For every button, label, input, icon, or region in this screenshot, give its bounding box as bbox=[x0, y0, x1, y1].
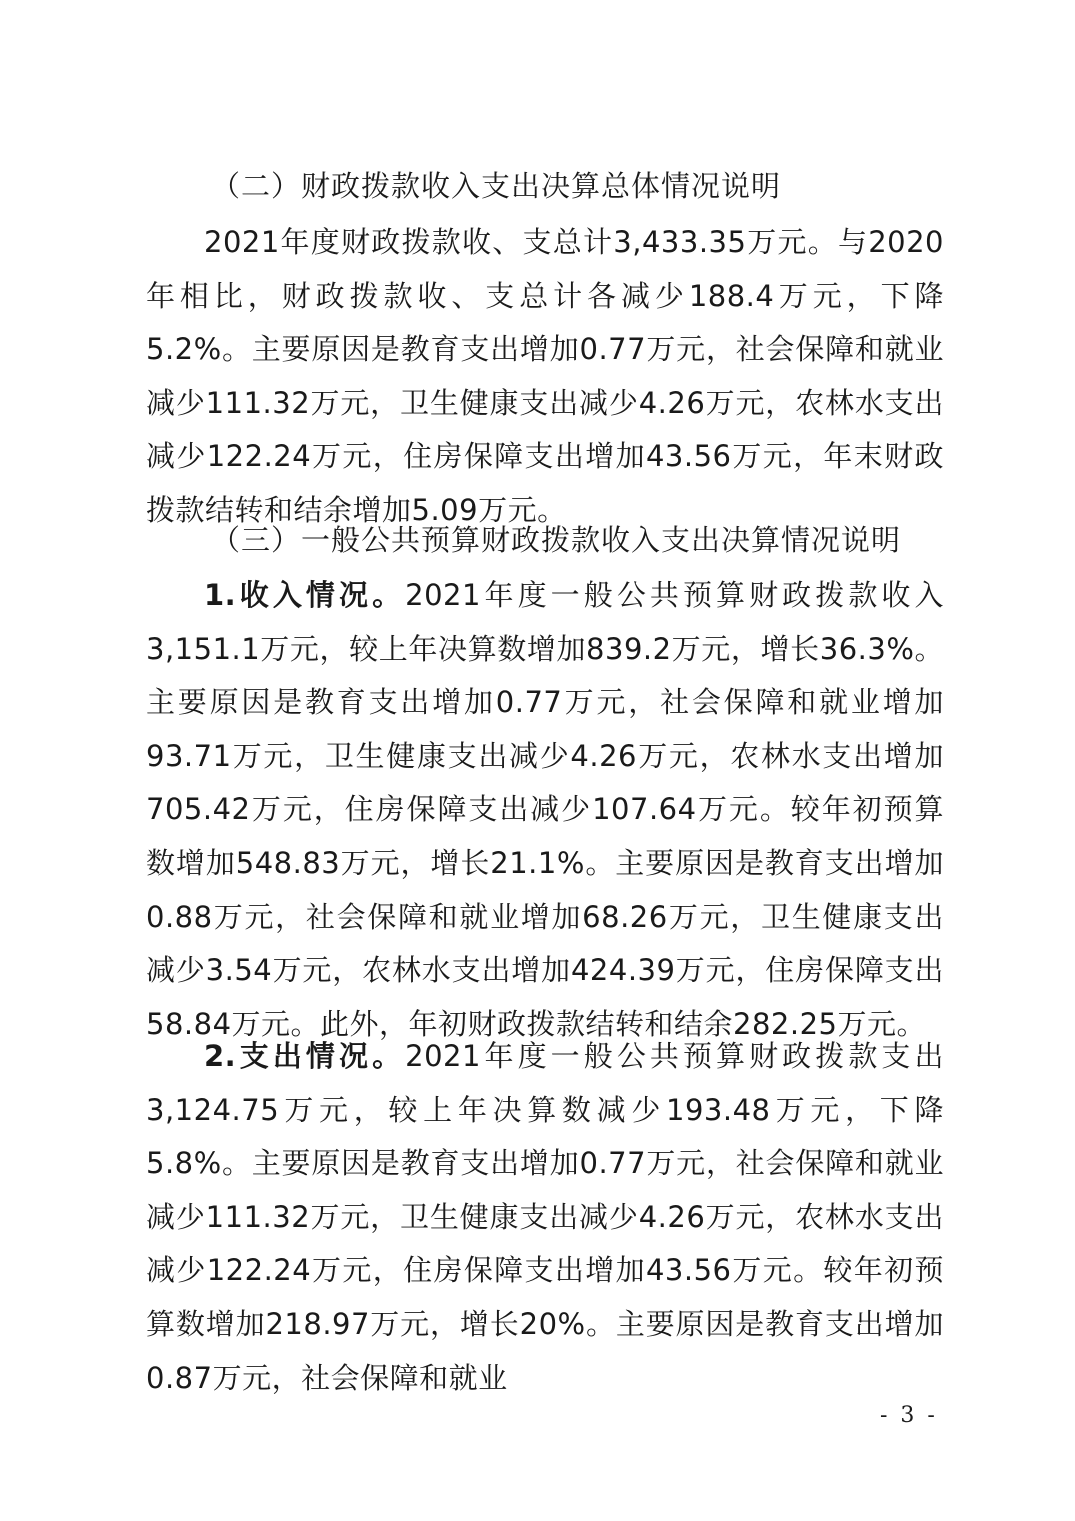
income-paragraph bbox=[146, 569, 944, 1051]
section-two-paragraph: 2021年度财政拨款收、支总计3,433.35万元。与2020年相比，财政拨款收、支总计各减少188.4万元，下降5.2%。主要原因是教育支出增加0.77万元，社会保障和就业减少111.32万元，卫生健康支出减少4.26万元，农林水支出减少122.24万元，住房保障支出增加43.56万元，年末财政拨款结转和结余增加5.09万元。 bbox=[146, 225, 944, 527]
income-lead: 1.收入情况。 bbox=[204, 578, 406, 612]
section-three-heading: （三）一般公共预算财政拨款收入支出决算情况说明 bbox=[211, 523, 902, 557]
income-text: 2021年度一般公共预算财政拨款收入3,151.1万元，较上年决算数增加839.2万元，增长36.3%。主要原因是教育支出增加0.77万元，社会保障和就业增加93.71万元，卫生健康支出减少4.26万元，农林水支出增加705.42万元，住房保障支出减少107.64万元。较年初预算数增加548.83万元，增长21.1%。主要原因是教育支出增加0.88万元，社会保障和就业增加68.26万元，卫生健康支出减少3.54万元，农林水支出增加424.39万元，住房保障支出58.84万元。此外，年初财政拨款结转和结余282.25万元。 bbox=[146, 578, 944, 1041]
expenditure-text: 2021年度一般公共预算财政拨款支出3,124.75万元，较上年决算数减少193.48万元，下降5.8%。主要原因是教育支出增加0.77万元，社会保障和就业减少111.32万元，卫生健康支出减少4.26万元，农林水支出减少122.24万元，住房保障支出增加43.56万元。较年初预算数增加218.97万元，增长20%。主要原因是教育支出增加0.87万元，社会保障和就业 bbox=[146, 1039, 944, 1395]
expenditure-paragraph bbox=[146, 1030, 944, 1405]
expenditure-lead: 2.支出情况。 bbox=[204, 1039, 406, 1073]
section-two-heading: （二）财政拨款收入支出决算总体情况说明 bbox=[211, 169, 782, 203]
page-number: - 3 - bbox=[880, 1403, 938, 1428]
